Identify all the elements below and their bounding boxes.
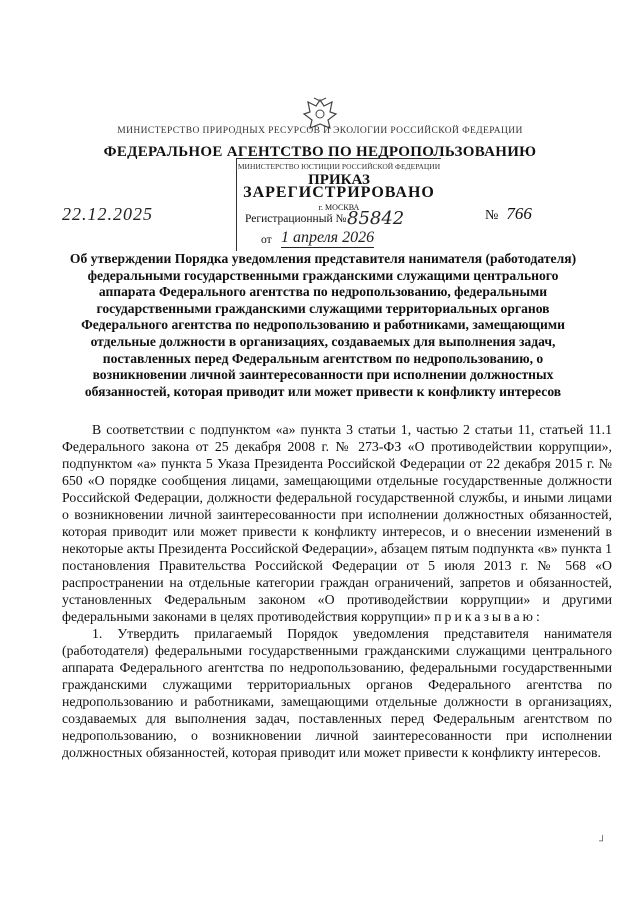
stamp-status: ЗАРЕГИСТРИРОВАНО <box>243 184 435 201</box>
registration-number: 85842 <box>347 208 405 229</box>
stamp-justice-ministry: МИНИСТЕРСТВО ЮСТИЦИИ РОССИЙСКОЙ ФЕДЕРАЦИИ <box>237 162 441 171</box>
order-number-label: № <box>485 208 499 223</box>
ministry-name: МИНИСТЕРСТВО ПРИРОДНЫХ РЕСУРСОВ И ЭКОЛОГИИ РОССИЙСКОЙ ФЕДЕРАЦИИ <box>117 126 523 136</box>
decree-word: приказываю: <box>434 609 543 624</box>
document-body <box>62 421 612 761</box>
registration-number-label: Регистрационный № <box>245 213 347 225</box>
document-title: Об утверждении Порядка уведомления представителя нанимателя (работодателя) федеральными государственными гражданскими служащими центрального аппарата Федерального агентства по недропользованию, федеральными государственными гражданскими служащими территориальных органов Федерального агентства по недропользованию и работниками, замещающими отдельные должности в организациях, создаваемых для выполнения задач, поставленных перед Федеральным агентством по недропользованию, о возникновении личной заинтересованности при исполнении должностных обязанностей, которая приводит или может привести к конфликту интересов <box>69 251 577 399</box>
item-1-paragraph: 1. Утвердить прилагаемый Порядок уведомления представителя нанимателя (работодателя) федеральными государственными гражданскими служащими центрального аппарата Федерального агентства по недропользованию, федеральными государственными гражданскими служащими территориальных органов Федерального агентства по недропользованию и работниками, замещающими отдельные должности в организациях, создаваемых для выполнения задач, поставленных перед Федеральным агентством по недропользованию, о возникновении личной заинтересованности при исполнении должностных обязанностей, которая приводит или может привести к конфликту интересов. <box>62 626 612 760</box>
preamble-paragraph <box>62 421 612 625</box>
preamble-text: В соответствии с подпунктом «а» пункта 3 статьи 1, частью 2 статьи 11, статьей 11.1 Федерального закона от 25 декабря 2008 г. № 273-ФЗ «О противодействии коррупции», подпунктом «а» пункта 5 Указа Президента Российской Федерации от 22 декабря 2015 г. № 650 «О порядке сообщения лицами, замещающими отдельные государственные должности Российской Федерации, должности федеральной государственной службы, и иными лицами о возникновении личной заинтересованности при исполнении должностных обязанностей, которая приводит или может привести к конфликту интересов, и о внесении изменений в некоторые акты Президента Российской Федерации», абзацем пятым подпункта «в» пункта 1 постановления Правительства Российской Федерации от 5 июля 2013 г. № 568 «О распространении на отдельные категории граждан ограничений, запретов и обязанностей, установленных Федеральным законом «О противодействии коррупции» и другими федеральными законами в целях противодействия коррупции» <box>62 422 612 624</box>
page-corner-mark: ┘ <box>599 836 607 847</box>
registration-stamp <box>236 158 441 251</box>
order-number-value: 766 <box>506 204 532 223</box>
registration-date: 1 апреля 2026 <box>281 229 375 246</box>
agency-name: ФЕДЕРАЛЬНОЕ АГЕНТСТВО ПО НЕДРОПОЛЬЗОВАНИЮ <box>103 144 537 160</box>
order-number <box>485 204 532 224</box>
document-type: ПРИКАЗ <box>308 172 370 188</box>
registration-date-label: от <box>261 234 272 246</box>
order-date: 22.12.2025 <box>62 204 153 224</box>
stamp-city: г. МОСКВА <box>318 203 360 212</box>
